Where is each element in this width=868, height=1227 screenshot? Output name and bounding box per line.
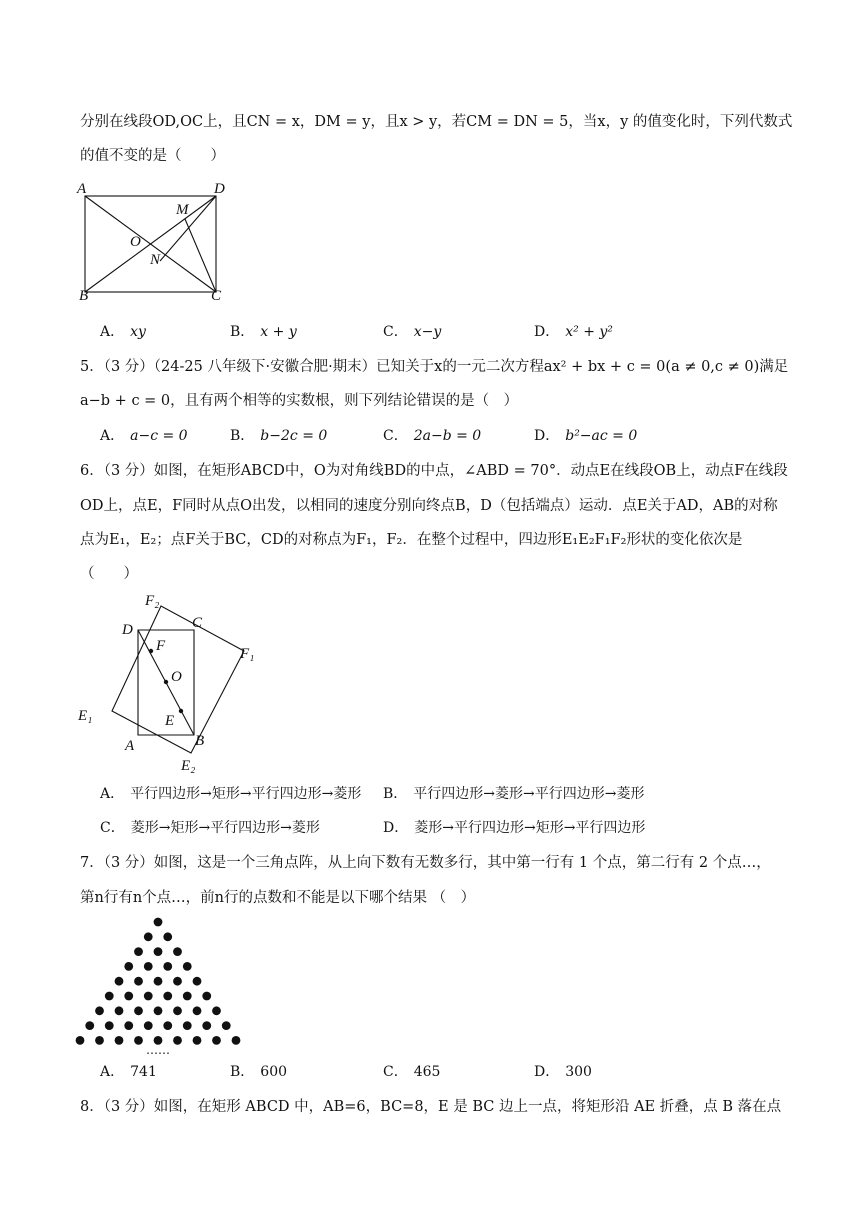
triangle-dot xyxy=(115,977,124,986)
q6-label-d: D xyxy=(122,622,133,638)
q6-label-c: C xyxy=(192,615,203,631)
triangle-dot xyxy=(144,962,153,971)
triangle-dot xyxy=(105,1021,114,1030)
triangle-dot xyxy=(232,1036,241,1045)
q7-dot-triangle-figure xyxy=(76,915,246,1040)
q5-option-a[interactable]: A． a−c = 0 xyxy=(100,428,188,444)
q5-option-d[interactable]: D． b²−ac = 0 xyxy=(534,428,638,444)
triangle-dot xyxy=(163,932,172,941)
q6-option-b[interactable]: B． 平行四边形→菱形→平行四边形→菱形 xyxy=(383,786,645,802)
triangle-dot xyxy=(154,918,163,927)
q4-option-c[interactable]: C． x−y xyxy=(383,324,442,340)
triangle-dot xyxy=(163,1021,172,1030)
q7-text-line1: 7．（3 分）如图，这是一个三角点阵，从上向下数有无数多行，其中第一行有 1 个点，第二行有 2 个点…， xyxy=(80,855,771,871)
triangle-dot xyxy=(144,932,153,941)
q6-label-f: F xyxy=(156,638,166,654)
q7-ellipsis: …… xyxy=(146,1043,170,1057)
q4-text-line1: 分别在线段OD,OC上，且CN = x，DM = y，且x > y，若CM = DN = 5，当x，y 的值变化时，下列代数式 xyxy=(80,114,793,130)
q5-text-line2: a−b + c = 0，且有两个相等的实数根，则下列结论错误的是（ ） xyxy=(80,393,519,409)
triangle-dot xyxy=(124,1021,133,1030)
triangle-dot xyxy=(193,1036,202,1045)
triangle-dot xyxy=(124,962,133,971)
triangle-dot xyxy=(134,1036,143,1045)
q6-option-c[interactable]: C． 菱形→矩形→平行四边形→菱形 xyxy=(100,820,320,836)
triangle-dot xyxy=(183,1021,192,1030)
triangle-dot xyxy=(173,977,182,986)
q4-option-d[interactable]: D． x² + y² xyxy=(534,324,613,340)
q7-option-d[interactable]: D． 300 xyxy=(534,1064,592,1080)
triangle-dot xyxy=(134,947,143,956)
triangle-dot xyxy=(222,1021,231,1030)
triangle-dot xyxy=(85,1021,94,1030)
q4-label-m: M xyxy=(176,202,189,218)
triangle-dot xyxy=(183,962,192,971)
triangle-dot xyxy=(154,947,163,956)
triangle-dot xyxy=(173,1006,182,1015)
triangle-dot xyxy=(193,1006,202,1015)
triangle-dot xyxy=(163,992,172,1001)
q4-label-n: N xyxy=(150,252,161,268)
triangle-dot xyxy=(212,1006,221,1015)
triangle-dot xyxy=(193,977,202,986)
triangle-dot xyxy=(173,947,182,956)
triangle-dot xyxy=(115,1036,124,1045)
triangle-dot xyxy=(154,977,163,986)
triangle-dot xyxy=(163,962,172,971)
q4-label-o: O xyxy=(130,234,141,250)
q7-option-c[interactable]: C． 465 xyxy=(383,1064,441,1080)
q6-label-e2: E₂ xyxy=(181,758,196,774)
triangle-dot xyxy=(95,1006,104,1015)
triangle-dot xyxy=(134,977,143,986)
q6-text-line3: 点为E₁，E₂；点F关于BC，CD的对称点为F₁，F₂．在整个过程中，四边形E₁E₂F₁F₂形状的变化依次是 xyxy=(80,532,743,548)
q6-option-d[interactable]: D． 菱形→平行四边形→矩形→平行四边形 xyxy=(383,820,646,836)
q6-label-f1: F₁ xyxy=(240,646,255,662)
q7-option-a[interactable]: A． 741 xyxy=(100,1064,157,1080)
q6-label-f2: F₂ xyxy=(145,593,160,609)
triangle-dot xyxy=(95,1036,104,1045)
q4-label-c: C xyxy=(211,288,222,304)
q6-label-b: B xyxy=(195,733,205,749)
q5-option-c[interactable]: C． 2a−b = 0 xyxy=(383,428,482,444)
triangle-dot xyxy=(144,992,153,1001)
q8-text-line1: 8．（3 分）如图，在矩形 ABCD 中，AB=6，BC=8，E 是 BC 边上一点，将矩形沿 AE 折叠，点 B 落在点 xyxy=(80,1099,782,1115)
q7-option-b[interactable]: B． 600 xyxy=(230,1064,288,1080)
triangle-dot xyxy=(154,1006,163,1015)
q6-text-line1: 6．（3 分）如图，在矩形ABCD中，O为对角线BD的中点，∠ABD = 70°．动点E在线段OB上，动点F在线段 xyxy=(80,463,788,479)
q6-label-o: O xyxy=(171,669,182,685)
triangle-dot xyxy=(183,992,192,1001)
triangle-dot xyxy=(76,1036,85,1045)
triangle-dot xyxy=(212,1036,221,1045)
triangle-dot xyxy=(105,992,114,1001)
q4-rectangle-figure xyxy=(76,180,236,305)
q4-label-a: A xyxy=(77,181,87,197)
q4-option-b[interactable]: B． x + y xyxy=(230,324,297,340)
triangle-dot xyxy=(124,992,133,1001)
q4-label-d: D xyxy=(214,181,225,197)
q4-label-b: B xyxy=(79,288,89,304)
q6-label-e1: E₁ xyxy=(78,708,93,724)
triangle-dot xyxy=(202,992,211,1001)
triangle-dot xyxy=(144,1021,153,1030)
triangle-dot xyxy=(202,1021,211,1030)
q6-text-line2: OD上，点E，F同时从点O出发，以相同的速度分别向终点B，D（包括端点）运动．点E关于AD，AB的对称 xyxy=(80,498,778,514)
q5-option-b[interactable]: B． b−2c = 0 xyxy=(230,428,328,444)
q4-text-line2: 的值不变的是（ ） xyxy=(80,148,225,164)
triangle-dot xyxy=(115,1006,124,1015)
q6-text-line4: （ ） xyxy=(80,566,138,582)
q5-text-line1: 5．（3 分）（24-25 八年级下·安徽合肥·期末）已知关于x的一元二次方程ax² + bx + c = 0(a ≠ 0,c ≠ 0)满足 xyxy=(80,359,789,375)
triangle-dot xyxy=(173,1036,182,1045)
q4-option-a[interactable]: A． xy xyxy=(100,324,146,340)
q6-label-a: A xyxy=(125,738,135,754)
q6-option-a[interactable]: A． 平行四边形→矩形→平行四边形→菱形 xyxy=(100,786,362,802)
q6-label-e: E xyxy=(165,713,175,729)
q7-text-line2: 第n行有n个点…，前n行的点数和不能是以下哪个结果 （ ） xyxy=(80,890,476,906)
triangle-dot xyxy=(134,1006,143,1015)
q6-rectangle-reflection-figure xyxy=(76,590,266,775)
